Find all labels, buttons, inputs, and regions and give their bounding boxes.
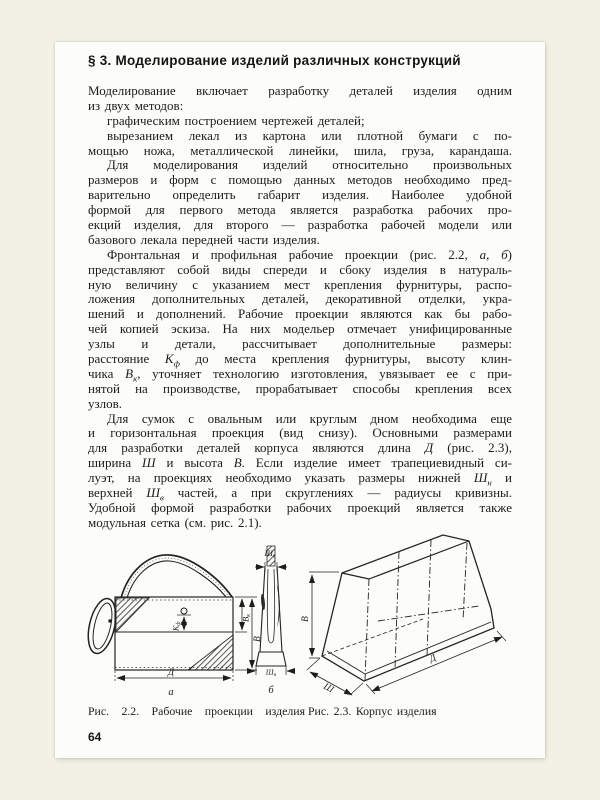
text-line: для разработки деталей корпуса являются длина Д (рис. 2.3),	[88, 440, 512, 456]
text-line: Для сумок с овальным или круглым дном необходима еще	[107, 410, 512, 426]
text-line: шений и дополнений. Рабочие проекции являются как бы рабо-	[88, 306, 512, 322]
book-page	[55, 42, 545, 758]
figure-2-3-drawing	[301, 534, 538, 714]
fold-lines	[365, 540, 479, 680]
text-line: Для моделирования изделий относительно произвольных	[107, 157, 512, 173]
text-line: вырезанием лекал из картона или плотной бумаги с по-	[107, 127, 512, 143]
text-line: Фронтальная и профильная рабочие проекции (рис. 2.2, а, б)	[107, 246, 512, 262]
fig23-label-D: Д	[428, 653, 438, 665]
text-line: модульная сетка (см. рис. 2.1).	[88, 514, 262, 530]
fig22-label-Vk: Вк	[240, 613, 253, 622]
bag-front-view	[84, 555, 257, 683]
text-line: и горизонтальная проекция (вид снизу). Основными размерами	[88, 425, 512, 441]
text-line: Моделирование включает разработку деталей изделия одним	[88, 83, 512, 98]
page-number: 64	[88, 730, 102, 744]
dimensions	[307, 572, 506, 695]
text-line: ширина Ш и высота В. Если изделие имеет трапециевидный си-	[88, 455, 512, 471]
hidden-lines	[322, 619, 423, 656]
body-text	[88, 84, 512, 531]
bag-side-view	[247, 546, 295, 675]
text-line: луэт, на проекциях необходимо указать размеры нижней $Ш_н$ и	[88, 470, 512, 488]
text-line: представляют собой виды спереди и сбоку изделия в натураль-	[88, 261, 512, 277]
fig22-label-Kf: Кф	[171, 621, 182, 631]
text-line: из двух методов:	[88, 97, 184, 113]
text-line: екций изделия, для второго — разработка рабочей модели или	[88, 217, 512, 233]
fig22-label-Shv: Шв	[264, 549, 276, 560]
fig22-label-b: б	[268, 685, 274, 696]
text-line: Удобной формой разработки рабочих проекций является также	[88, 499, 512, 515]
figure-2-2-caption: Рис. 2.2. Рабочие проекции изделия	[88, 704, 305, 718]
text-line: ложения дополнительных деталей, декоративной отделки, укра-	[88, 291, 512, 307]
text-line: верхней $Ш_в$ частей, а при скруглениях — радиусы кривизны.	[88, 485, 513, 503]
text-line: варительно определить габарит изделия. Наиболее удобной	[88, 187, 512, 203]
section-heading: § 3. Моделирование изделий различных конструкций	[88, 53, 461, 68]
text-line: размеров и форм с помощью данных методов необходимо пред-	[88, 172, 512, 188]
fig22-label-D: Д	[167, 668, 175, 678]
fig23-label-V: В	[301, 616, 311, 622]
figure-2-3-caption: Рис. 2.3. Корпус изделия	[308, 704, 437, 718]
text-line: чика $В_к$, уточняет технологию изготовления, увязывает ее с при-	[88, 365, 512, 384]
text-line: мощью ножа, металлической линейки, шила, груза, карандаша.	[88, 142, 512, 158]
fig22-label-V: В	[253, 636, 263, 642]
text-line: узлы и детали, рассчитывает дополнительные размеры:	[88, 336, 512, 352]
fig22-label-a: а	[168, 687, 174, 698]
fig23-label-Sh: Ш	[321, 681, 336, 696]
text-line: расстояние $К_ф$ до места крепления фурнитуры, высоту клин-	[88, 351, 512, 369]
text-line: чей копией эскиза. На них модельер отмечает унифицированные	[88, 321, 512, 337]
text-line: ную величину с указанием мест крепления фурнитуры, распо-	[88, 276, 512, 292]
text-line: базового лекала передней части изделия.	[88, 231, 320, 247]
text-line: графическим построением чертежей деталей;	[107, 112, 365, 128]
figure-2-2-drawing	[71, 542, 306, 702]
text-line: узлов.	[88, 395, 123, 411]
text-line: формой для первого метода является разработка рабочих про-	[88, 202, 512, 218]
fig22-label-Shn: Шн	[265, 667, 277, 678]
text-line: нятой на производстве, прорабатывает способы крепления всех	[88, 380, 512, 396]
